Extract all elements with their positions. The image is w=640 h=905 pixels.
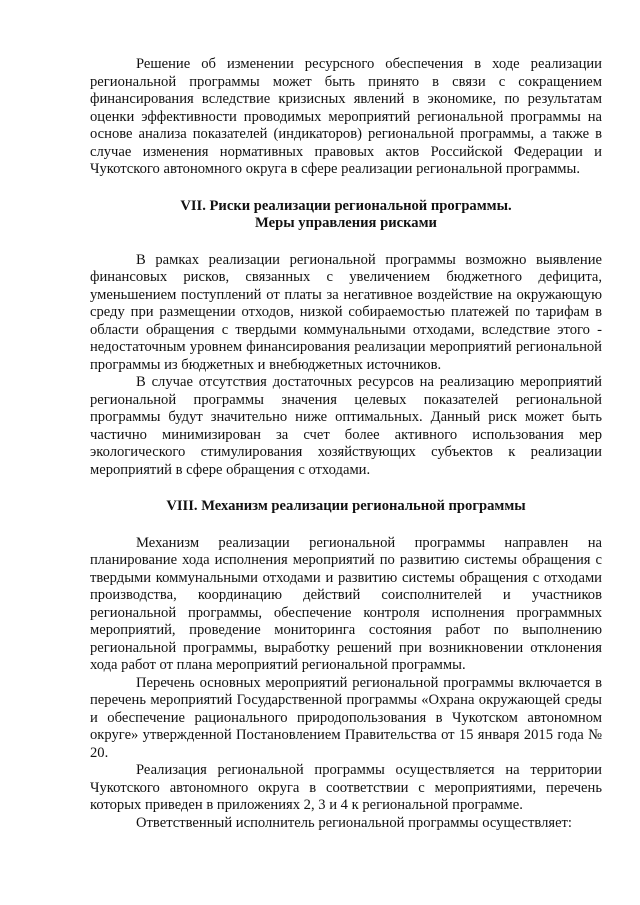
section-7-heading-block: [90, 198, 602, 233]
section-7-heading-line-2: Меры управления рисками: [255, 215, 437, 231]
section-8-heading: VIII. Механизм реализации региональной программы: [166, 498, 526, 514]
section-8-body: [90, 535, 602, 833]
document-page: [90, 56, 602, 832]
section-8-paragraph-1: Механизм реализации региональной программы направлен на планирование хода исполнения мероприятий по развитию системы обращения с твердыми коммунальными отходами и развитию системы обращения с отходами производства, координацию действий соисполнителей и участников региональной программы, обеспечение контроля исполнения программных мероприятий, проведение мониторинга состояния работ по выполнению региональной программы, выработку решений при возникновении отклонения хода работ от плана мероприятий региональной программы.: [90, 534, 602, 673]
section-7-paragraph-1: В рамках реализации региональной программы возможно выявление финансовых рисков, связанных с увеличением бюджетного дефицита, уменьшением поступлений от платы за негативное воздействие на окружающую среду при размещении отходов, низкой собираемостью платежей по тарифам в области обращения с твердыми коммунальными отходами, вследствие этого - недостаточным уровнем финансирования реализации мероприятий региональной программы из бюджетных и внебюджетных источников.: [90, 251, 602, 373]
section-8-paragraph-4: Ответственный исполнитель региональной программы осуществляет:: [136, 814, 572, 831]
section-7-body: [90, 252, 602, 480]
section-8-paragraph-2: Перечень основных мероприятий региональной программы включается в перечень мероприятий Государственной программы «Охрана окружающей среды и обеспечение рационального природопользования в Чукотском автономном округе» утвержденной Постановлением Правительства от 15 января 2015 года № 20.: [90, 674, 602, 761]
section-8-paragraph-3: Реализация региональной программы осуществляется на территории Чукотского автономного округа в соответствии с мероприятиями, перечень которых приведен в приложениях 2, 3 и 4 к региональной программе.: [90, 762, 602, 813]
intro-paragraph: Решение об изменении ресурсного обеспечения в ходе реализации региональной программы может быть принято в связи с сокращением финансирования вследствие кризисных явлений в экономике, по результатам оценки эффективности проводимых мероприятий региональной программы на основе анализа показателей (индикаторов) региональной программы, а также в случае изменения нормативных правовых актов Российской Федерации и Чукотского автономного округа в сфере реализации региональной программы.: [90, 56, 602, 177]
section-7-paragraph-2: В случае отсутствия достаточных ресурсов на реализацию мероприятий региональной программы значения целевых показателей региональной программы будут значительно ниже оптимальных. Данный риск может быть частично минимизирован за счет более активного использования мер экологического стимулирования хозяйствующих субъектов к реализации мероприятий в сфере обращения с отходами.: [90, 374, 602, 478]
section-7-heading-line-1: VII. Риски реализации региональной программы.: [180, 197, 512, 214]
